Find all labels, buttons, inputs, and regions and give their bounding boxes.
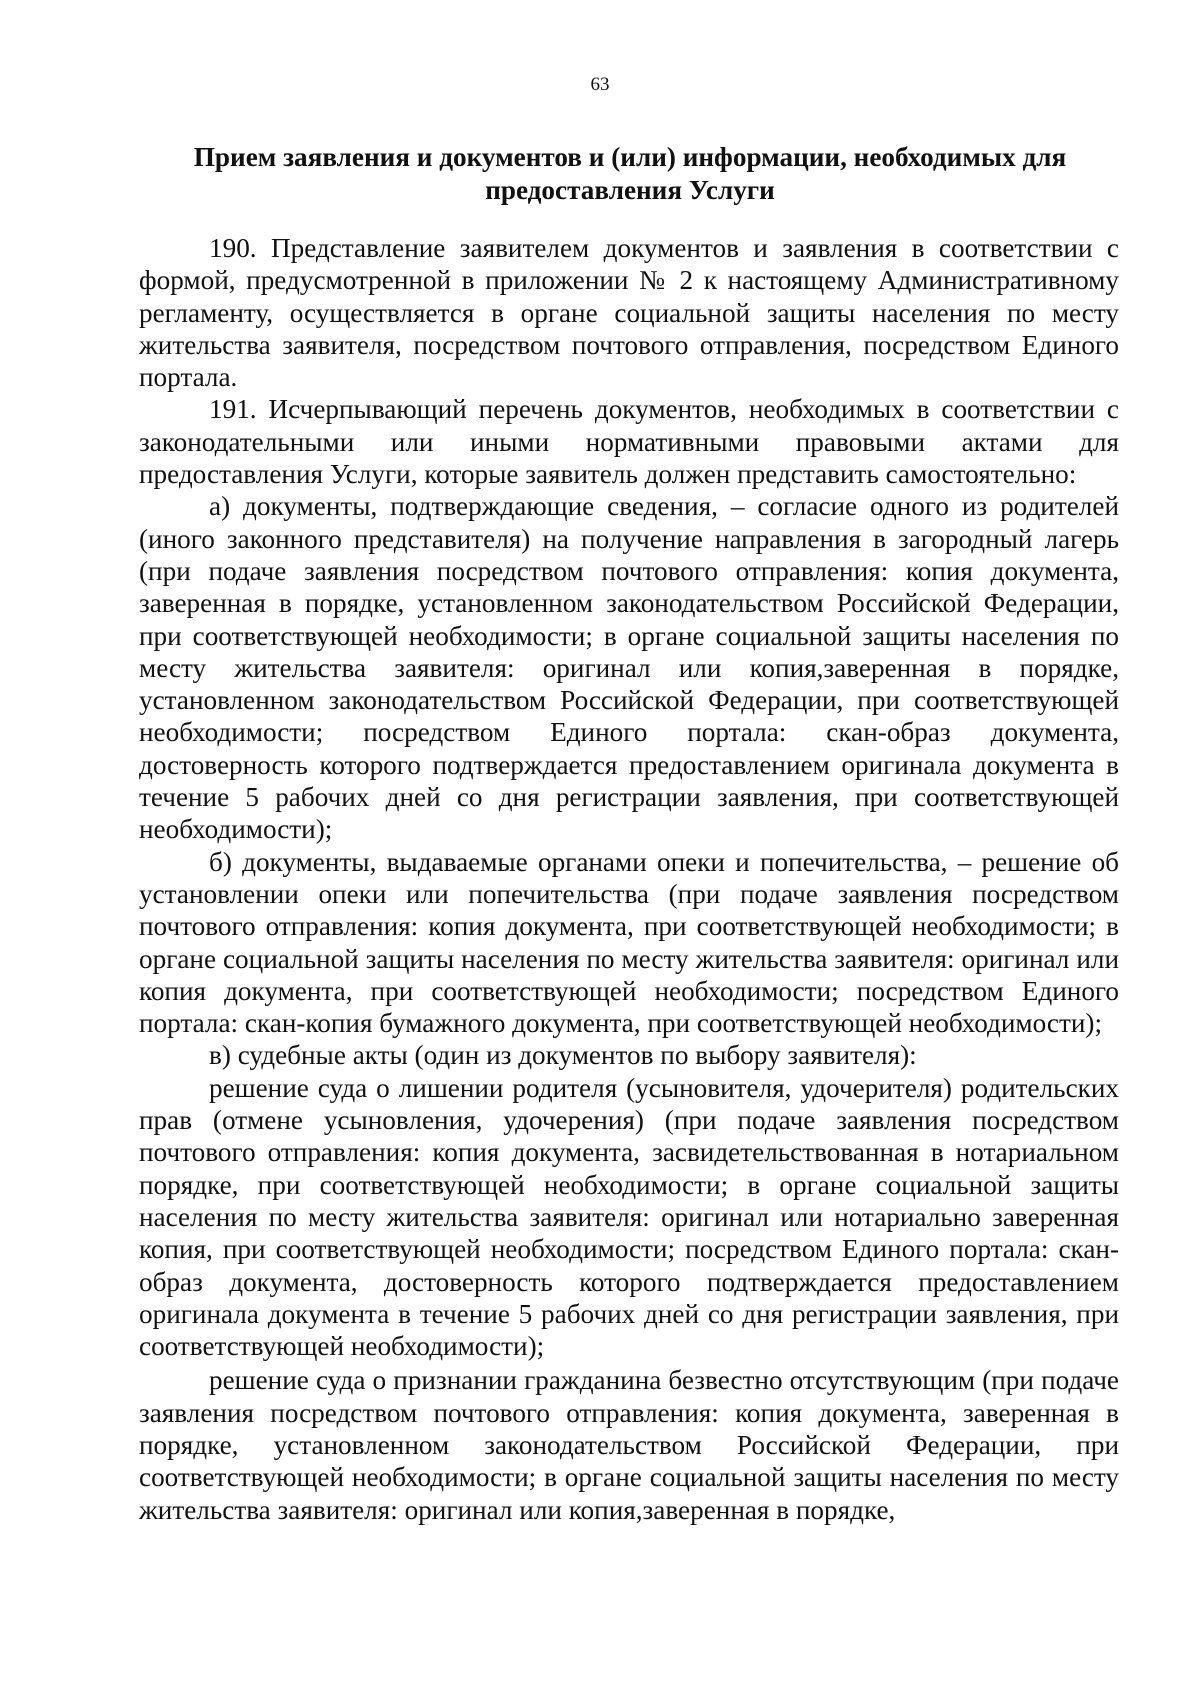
section-heading-line-2: предоставления Услуги (485, 175, 775, 205)
section-heading-line-1: Прием заявления и документов и (или) информации, необходимых для (193, 142, 1067, 172)
page-number: 63 (590, 74, 610, 95)
paragraph-item-v-court-missing: решение суда о признании гражданина безвестно отсутствующим (при подаче заявления посредством почтового отправления: копия документа, заверенная в порядке, установленном законодательством Российской Федерации, при соответствующей необходимости; в органе социальной защиты населения по месту жительства заявителя: оригинал или копия,заверенная в порядке, (139, 1365, 1119, 1525)
paragraph-191: 191. Исчерпывающий перечень документов, необходимых в соответствии с законодательными или иными нормативными правовыми актами для предоставления Услуги, которые заявитель должен представить самостоятельно: (139, 394, 1119, 490)
section-heading (140, 141, 1120, 207)
paragraph-item-v-court-deprivation: решение суда о лишении родителя (усыновителя, удочерителя) родительских прав (отмене усыновления, удочерения) (при подаче заявления посредством почтового отправления: копия документа, засвидетельствованная в нотариальном порядке, при соответствующей необходимости; в органе социальной защиты населения по месту жительства заявителя: оригинал или нотариально заверенная копия, при соответствующей необходимости; посредством Единого портала: скан-образ документа, достоверность которого подтверждается предоставлением оригинала документа в течение 5 рабочих дней со дня регистрации заявления, при соответствующей необходимости); (139, 1072, 1119, 1362)
paragraph-item-b: б) документы, выдаваемые органами опеки и попечительства, – решение об установлении опеки или попечительства (при подаче заявления посредством почтового отправления: копия документа, при соответствующей необходимости; в органе социальной защиты населения по месту жительства заявителя: оригинал или копия документа, при соответствующей необходимости; посредством Единого портала: скан-копия бумажного документа, при соответствующей необходимости); (139, 846, 1119, 1039)
paragraph-item-a: а) документы, подтверждающие сведения, – согласие одного из родителей (иного законного представителя) на получение направления в загородный лагерь (при подаче заявления посредством почтового отправления: копия документа, заверенная в порядке, установленном законодательством Российской Федерации, при соответствующей необходимости; в органе социальной защиты населения по месту жительства заявителя: оригинал или копия,заверенная в порядке, установленном законодательством Российской Федерации, при соответствующей необходимости; посредством Единого портала: скан-образ документа, достоверность которого подтверждается предоставлением оригинала документа в течение 5 рабочих дней со дня регистрации заявления, при соответствующей необходимости); (139, 491, 1119, 845)
document-body (139, 232, 1119, 1526)
paragraph-190: 190. Представление заявителем документов и заявления в соответствии с формой, предусмотренной в приложении № 2 к настоящему Административному регламенту, осуществляется в органе социальной защиты населения по месту жительства заявителя, посредством почтового отправления, посредством Единого портала. (139, 233, 1119, 393)
paragraph-item-v: в) судебные акты (один из документов по выбору заявителя): (209, 1040, 917, 1071)
